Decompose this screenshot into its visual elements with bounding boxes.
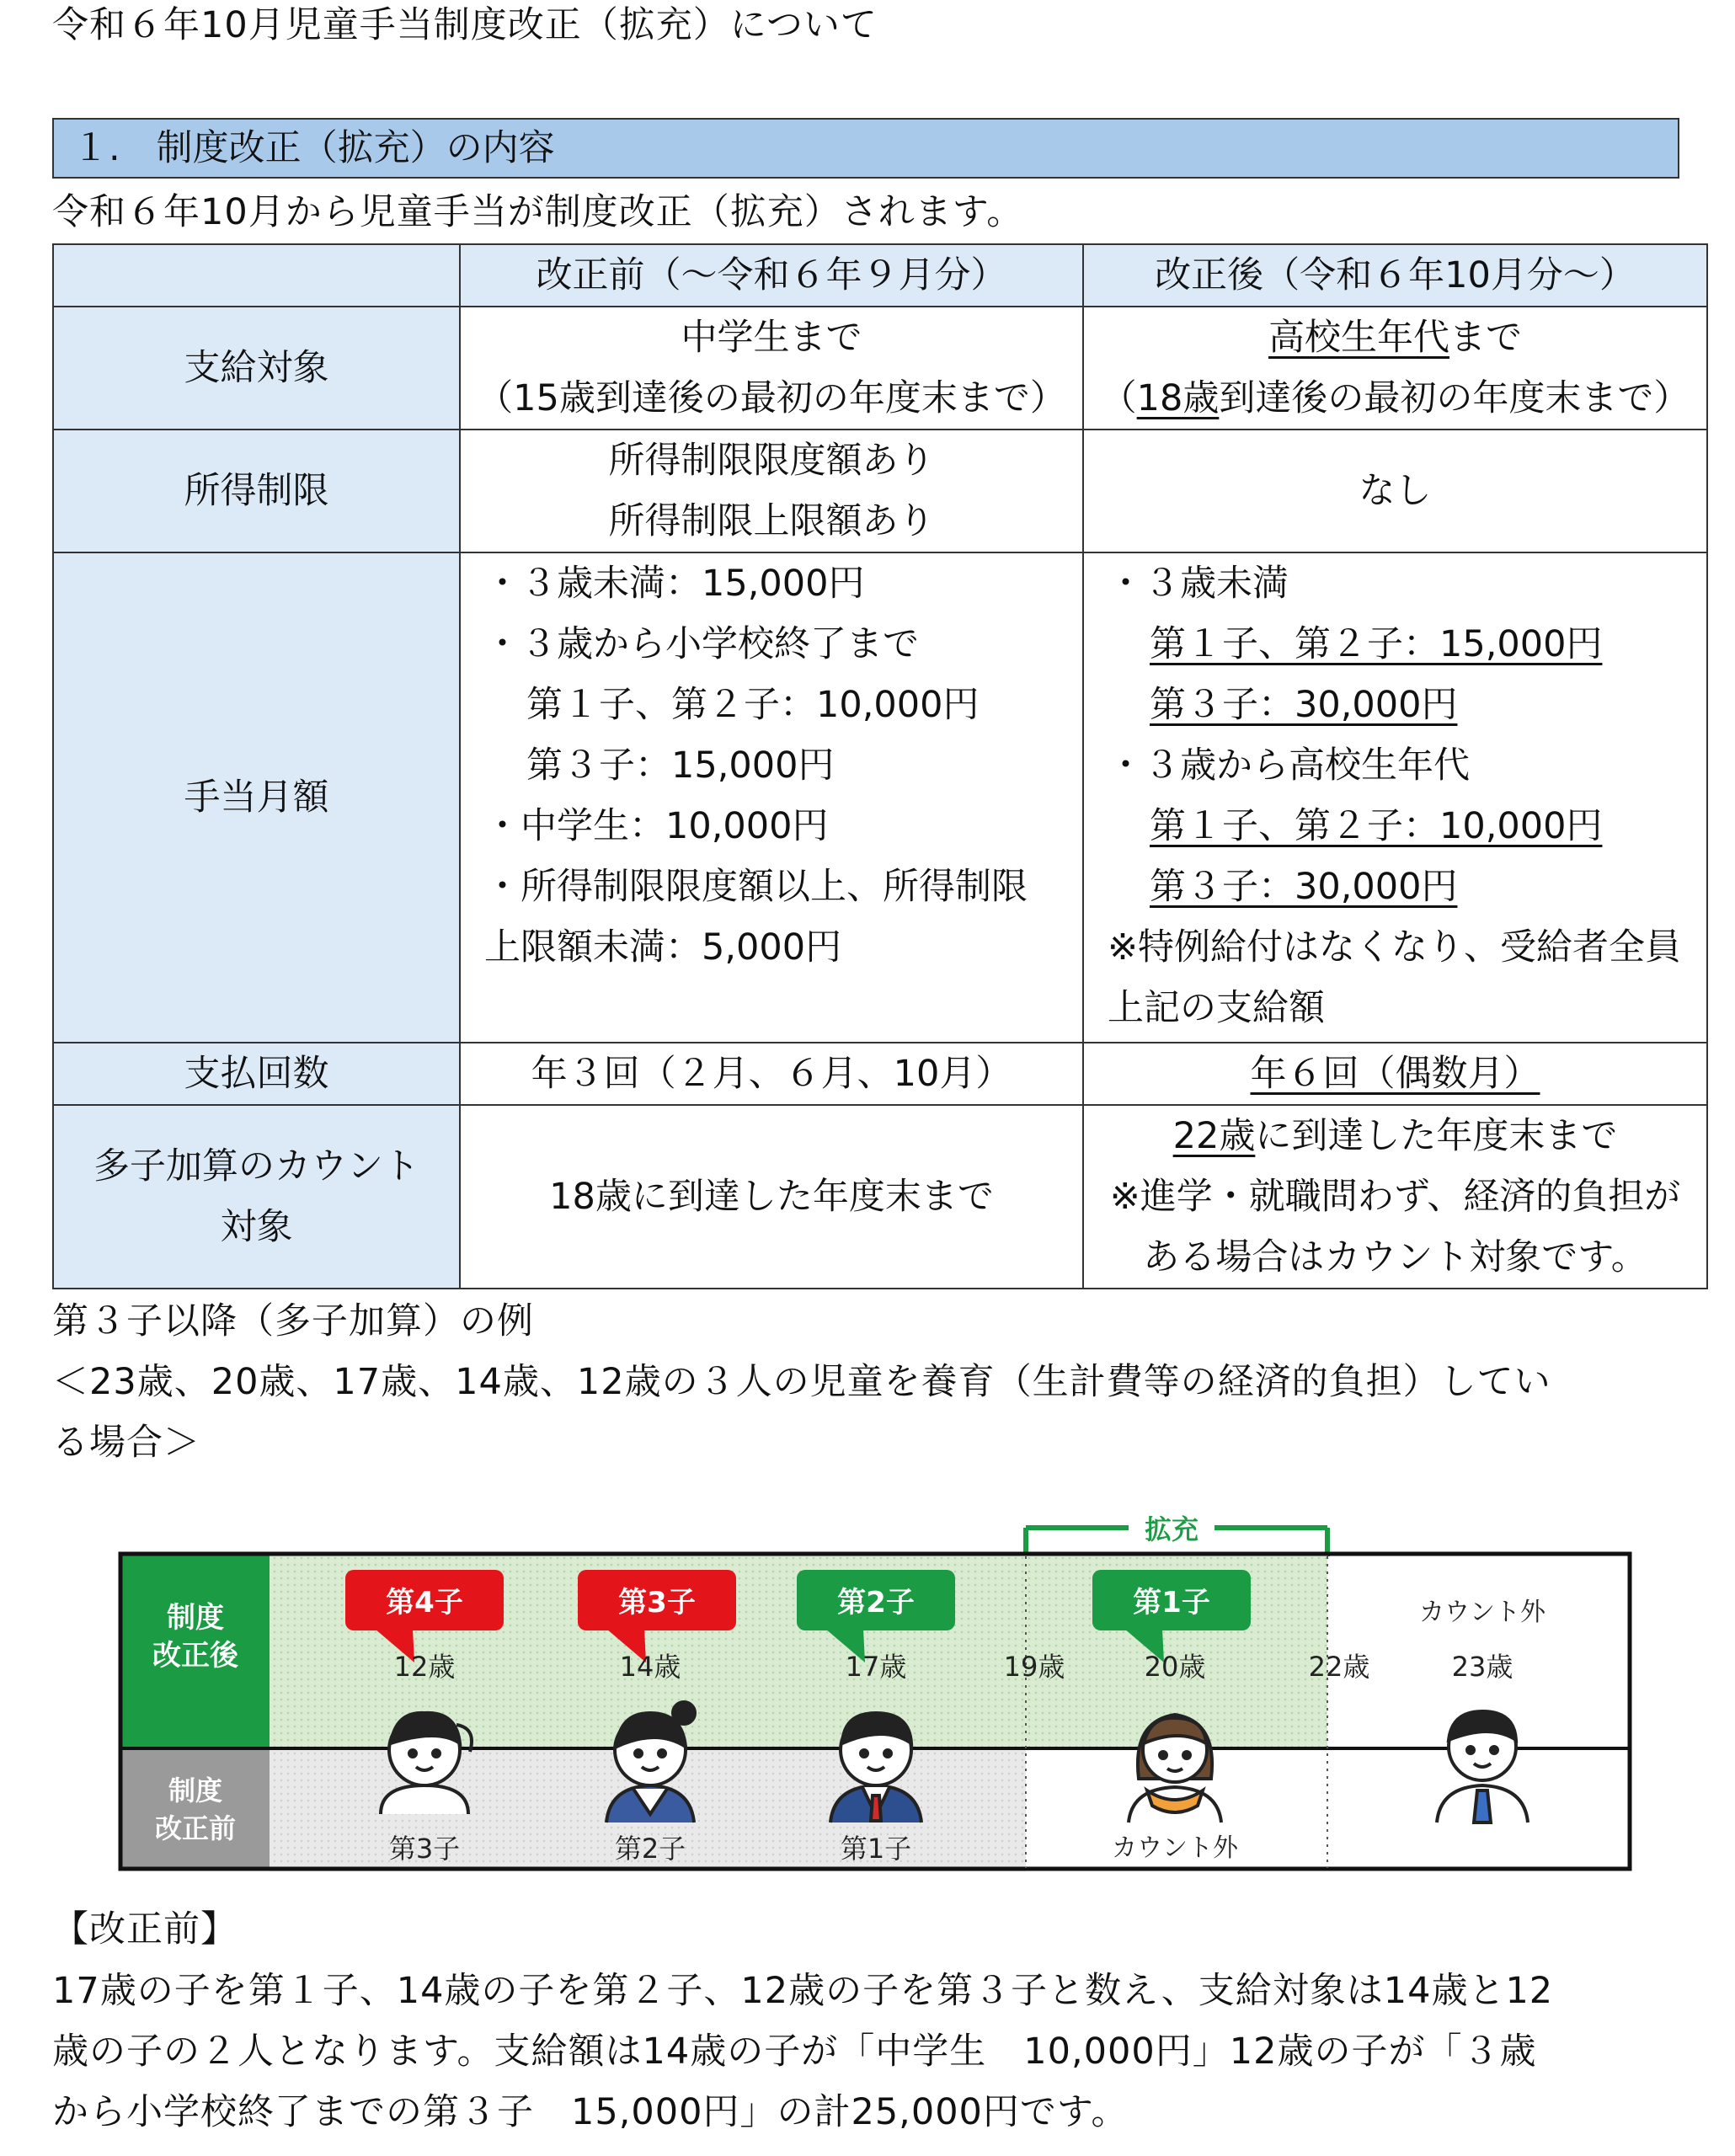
comparison-table [52,243,1708,1289]
row-label-count [53,1105,460,1289]
age-23: 23歳 [1451,1651,1513,1683]
amount-before-line: ・所得制限限度額以上、所得制限 [484,866,1028,908]
amount-after-note: 上記の支給額 [1108,987,1325,1029]
target-after-age: 18歳 [1136,377,1220,419]
child-boy-17-icon [830,1713,921,1822]
amount-after-line: ・３歳から高校生年代 [1108,744,1470,787]
target-after-paren: （ [1100,377,1137,419]
age-14: 14歳 [619,1651,681,1683]
amount-before-line: 上限額未満：5,000円 [484,926,842,969]
income-before-line1: 所得制限限度額あり [608,440,935,482]
before-label-3rd: 第3子 [388,1833,461,1865]
table-row-amount [53,552,1707,1043]
target-after-highlight: 高校生年代 [1268,317,1449,359]
count-label-line1: 多子加算のカウント [93,1145,419,1187]
amount-after-line: 第１子、第２子：10,000円 [1150,805,1603,847]
income-before-cell [460,430,1083,552]
row-label-before-line1: 制度 [168,1774,223,1806]
document-title: 令和６年10月児童手当制度改正（拡充）について [52,4,878,46]
payment-before: 年３回（２月、６月、10月） [460,1043,1083,1105]
amount-after-line: 第３子：30,000円 [1150,866,1458,908]
header-empty-cell [53,244,460,307]
income-after: なし [1083,430,1707,552]
count-after-rest: に到達した年度末まで [1255,1115,1618,1157]
before-section-line1: 17歳の子を第１子、14歳の子を第２子、12歳の子を第３子と数え、支給対象は14歳と12 [52,1970,1554,2012]
age-17: 17歳 [845,1651,907,1683]
row-label-after-line1: 制度 [167,1601,224,1635]
bubble-3rd-label: 第3子 [618,1586,696,1620]
table-row-target [53,307,1707,430]
bubble-4th-label: 第4子 [386,1586,463,1620]
example-diagram [118,1476,1634,1871]
section-heading: １. 制度改正（拡充）の内容 [52,118,1679,179]
row-label-target: 支給対象 [53,307,460,430]
count-label-line2: 対象 [220,1206,293,1248]
amount-before-line: ・３歳から小学校終了まで [484,623,919,665]
amount-before-cell [460,552,1083,1043]
expansion-bracket [1026,1513,1327,1556]
amount-after-line: ・３歳未満 [1108,563,1289,605]
count-after-cell [1083,1105,1707,1289]
example-condition-line2: る場合＞ [52,1422,200,1464]
target-before-cell [460,307,1083,430]
bubble-2nd-label: 第2子 [837,1586,915,1620]
income-before-line2: 所得制限上限額あり [608,500,935,542]
table-row-income [53,430,1707,552]
after-count-out: カウント外 [1419,1598,1545,1627]
target-after-rest: まで [1449,317,1522,359]
count-after-age: 22歳 [1172,1115,1256,1157]
before-section-line3: から小学校終了までの第３子 15,000円」の計25,000円です。 [52,2091,1129,2133]
before-label-2nd: 第2子 [614,1833,686,1865]
expansion-label: 拡充 [1144,1513,1199,1545]
age-22: 22歳 [1308,1651,1370,1683]
row-label-after-line2: 改正後 [152,1639,238,1673]
row-label-payment: 支払回数 [53,1043,460,1105]
table-row-payment [53,1043,1707,1105]
target-after-cell [1083,307,1707,430]
amount-after-cell [1083,552,1707,1043]
amount-before-line: 第３子：15,000円 [526,744,835,787]
before-label-1st: 第1子 [840,1833,912,1865]
before-section-line2: 歳の子の２人となります。支給額は14歳の子が「中学生 10,000円」12歳の子が「３歳 [52,2031,1537,2073]
target-after-tail: 到達後の最初の年度末まで） [1219,377,1690,419]
age-19: 19歳 [1003,1651,1065,1683]
age-20: 20歳 [1144,1651,1206,1683]
row-label-income: 所得制限 [53,430,460,552]
before-section-heading: 【改正前】 [52,1908,238,1951]
header-after: 改正後（令和６年10月分～） [1083,244,1707,307]
row-label-before-line2: 改正前 [154,1812,237,1844]
amount-before-line: 第１子、第２子：10,000円 [526,684,980,726]
table-row-count [53,1105,1707,1289]
row-label-amount: 手当月額 [53,552,460,1043]
age-12: 12歳 [393,1651,456,1683]
example-condition-line1: ＜23歳、20歳、17歳、14歳、12歳の３人の児童を養育（生計費等の経済的負担）してい [52,1361,1551,1403]
count-before: 18歳に到達した年度末まで [460,1105,1083,1289]
target-before-line1: 中学生まで [681,317,862,359]
count-after-note1: ※進学・就職問わず、経済的負担が [1109,1176,1681,1218]
bubble-1st-label: 第1子 [1133,1586,1210,1620]
header-before: 改正前（～令和６年９月分） [460,244,1083,307]
before-label-out: カウント外 [1112,1833,1238,1863]
row-label-before-bg [121,1748,270,1870]
amount-after-line: 第１子、第２子：15,000円 [1150,623,1603,665]
amount-before-line: ・中学生：10,000円 [484,805,829,847]
payment-after: 年６回（偶数月） [1250,1053,1540,1095]
adult-man-23-icon [1437,1711,1528,1822]
intro-text: 令和６年10月から児童手当が制度改正（拡充）されます。 [52,191,1024,233]
target-before-line2: （15歳到達後の最初の年度末まで） [477,377,1066,419]
table-header-row [53,244,1707,307]
example-title: 第３子以降（多子加算）の例 [52,1300,534,1342]
amount-after-line: 第３子：30,000円 [1150,684,1458,726]
amount-after-note: ※特例給付はなくなり、受給者全員 [1108,926,1682,969]
count-after-note2: ある場合はカウント対象です。 [1143,1236,1647,1278]
amount-before-line: ・３歳未満：15,000円 [484,563,865,605]
